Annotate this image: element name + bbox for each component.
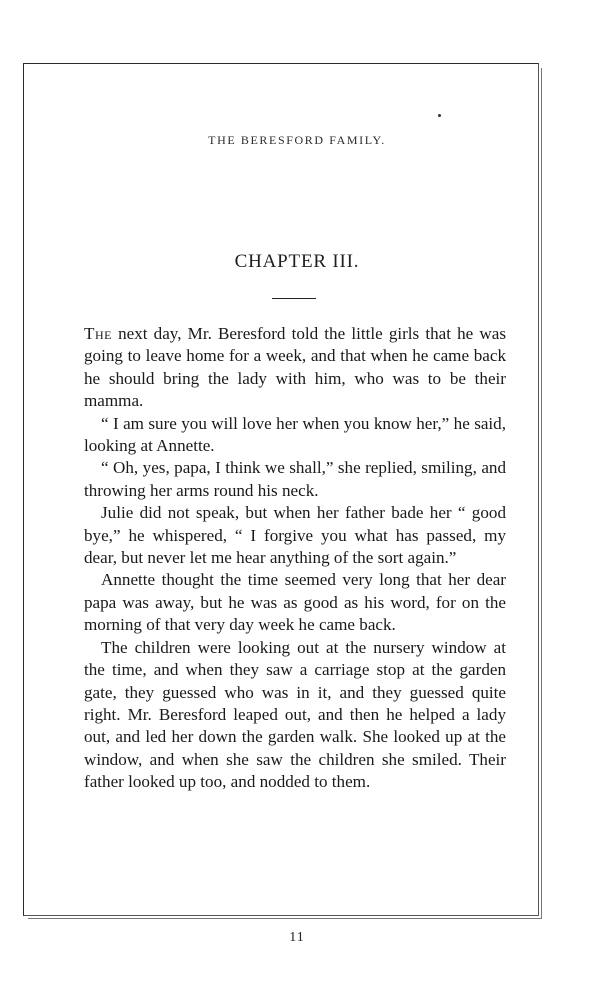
paragraph: “ I am sure you will love her when you know her,” he said, looking at Annette. bbox=[84, 413, 506, 456]
paragraph: “ Oh, yes, papa, I think we shall,” she replied, smiling, and throwing her arms round his neck. bbox=[84, 458, 506, 500]
paragraph-lead: The bbox=[84, 324, 112, 343]
paragraph: Julie did not speak, but when her father bade her “ good bye,” he whispered, “ I forgive you what has passed, my dear, but never let me hear anything of the sort again.” bbox=[84, 503, 506, 568]
paragraph-text: next day, Mr. Beresford told the little girls that he was going to leave home for a week, and that when he came back he should bring the lady with him, who was to be their mamma. bbox=[84, 324, 506, 411]
page-number: 11 bbox=[289, 930, 305, 945]
ink-speck bbox=[438, 114, 441, 117]
paragraph: Annette thought the time seemed very long that her dear papa was away, but he was as good as his word, for on the morning of that very day week he came back. bbox=[84, 570, 506, 635]
body-text bbox=[84, 323, 506, 794]
running-head: THE BERESFORD FAMILY. bbox=[208, 133, 386, 147]
paragraph: The children were looking out at the nursery window at the time, and when they saw a carriage stop at the garden gate, they guessed who was in it, and they guessed quite right. Mr. Beresford leaped out, and then he helped a lady out, and led her down the garden walk. She looked up at the window, and when she saw the children she smiled. Their father looked up too, and nodded to them. bbox=[84, 637, 506, 792]
paragraph bbox=[84, 323, 506, 413]
chapter-rule bbox=[272, 298, 316, 299]
chapter-title: CHAPTER III. bbox=[234, 251, 360, 272]
